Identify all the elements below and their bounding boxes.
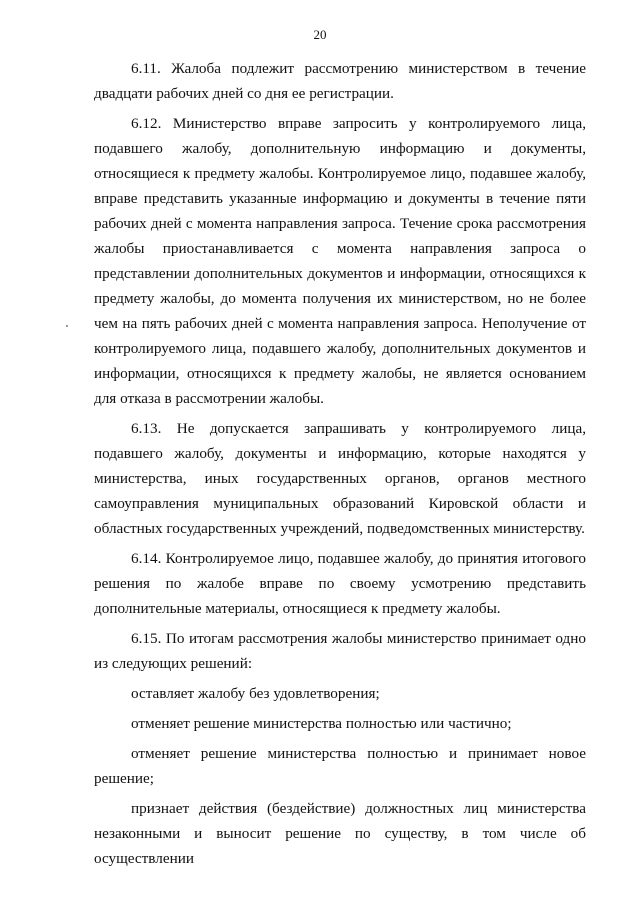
paragraph-6-13: 6.13. Не допускается запрашивать у контролируемого лица, подавшего жалобу, документы и информацию, которые находятся у министерства, иных государственных органов, органов местного самоуправления муниципальных образований Кировской области и областных государственных учреждений, подведомственных министерству. bbox=[94, 420, 586, 537]
scan-speck bbox=[66, 325, 68, 327]
decision-item-2: отменяет решение министерства полностью или частично; bbox=[131, 715, 512, 732]
document-body bbox=[94, 56, 586, 876]
decision-item-1: оставляет жалобу без удовлетворения; bbox=[131, 685, 380, 702]
page-number: 20 bbox=[313, 27, 327, 42]
decision-item-3: отменяет решение министерства полностью и принимает новое решение; bbox=[94, 745, 586, 787]
paragraph-6-11: 6.11. Жалоба подлежит рассмотрению министерством в течение двадцати рабочих дней со дня ее регистрации. bbox=[94, 60, 586, 102]
paragraph-6-15: 6.15. По итогам рассмотрения жалобы министерство принимает одно из следующих решений: bbox=[94, 630, 586, 672]
paragraph-6-12: 6.12. Министерство вправе запросить у контролируемого лица, подавшего жалобу, дополнительную информацию и документы, относящиеся к предмету жалобы. Контролируемое лицо, подавшее жалобу, вправе представить указанные информацию и документы в течение пяти рабочих дней с момента направления запроса. Течение срока рассмотрения жалобы приостанавливается с момента направления запроса о представлении дополнительных документов и информации, относящихся к предмету жалобы, до момента получения их министерством, но не более чем на пять рабочих дней с момента направления запроса. Неполучение от контролируемого лица, подавшего жалобу, дополнительных документов и информации, относящихся к предмету жалобы, не является основанием для отказа в рассмотрении жалобы. bbox=[94, 115, 586, 407]
paragraph-6-14: 6.14. Контролируемое лицо, подавшее жалобу, до принятия итогового решения по жалобе вправе по своему усмотрению представить дополнительные материалы, относящиеся к предмету жалобы. bbox=[94, 550, 586, 617]
decision-item-4: признает действия (бездействие) должностных лиц министерства незаконными и выносит решение по существу, в том числе об осуществлении bbox=[94, 800, 586, 867]
